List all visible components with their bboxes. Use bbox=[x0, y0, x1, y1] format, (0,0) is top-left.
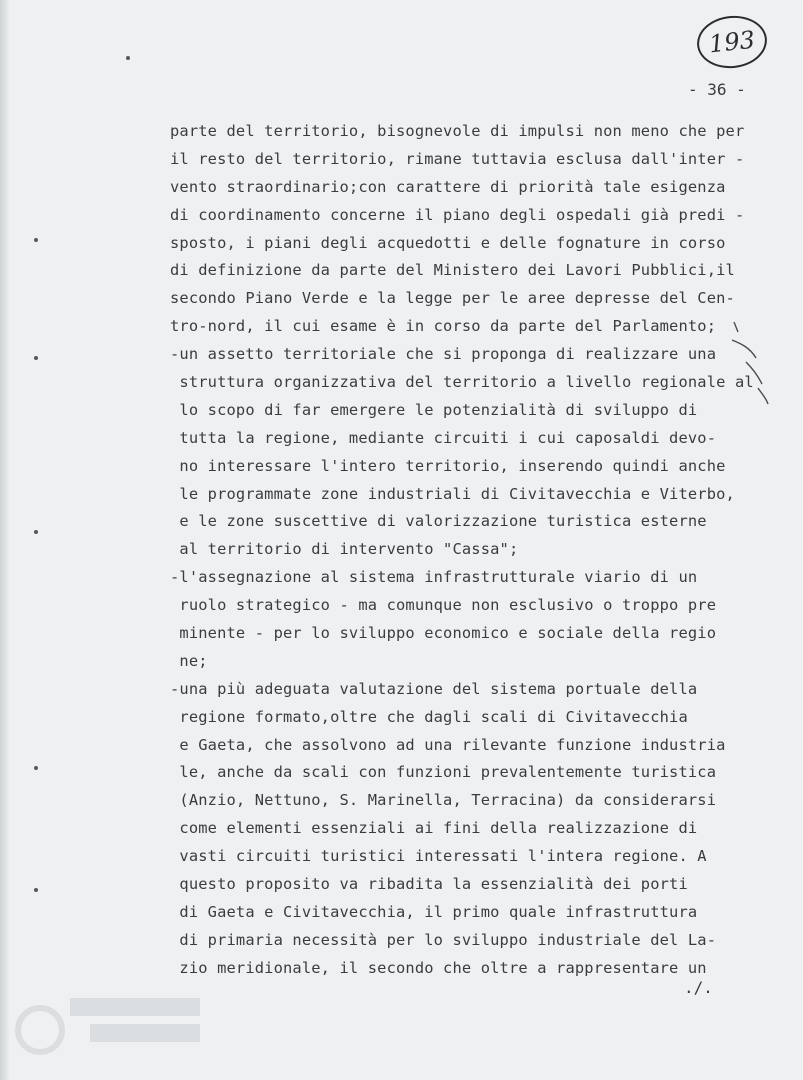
text-line: di definizione da parte del Ministero dei Lavori Pubblici,il bbox=[170, 261, 735, 280]
text-line: e Gaeta, che assolvono ad una rilevante funzione industria bbox=[170, 735, 726, 754]
text-line: -l'assegnazione al sistema infrastrutturale viario di un bbox=[170, 568, 698, 587]
text-line: di primaria necessità per lo sviluppo industriale del La- bbox=[170, 930, 717, 949]
text-line: -una più adeguata valutazione del sistema portuale della bbox=[170, 679, 698, 698]
text-line: al territorio di intervento "Cassa"; bbox=[170, 540, 519, 559]
text-line: (Anzio, Nettuno, S. Marinella, Terracina) da considerarsi bbox=[170, 791, 717, 810]
margin-speck bbox=[34, 238, 38, 242]
text-line: no interessare l'intero territorio, inserendo quindi anche bbox=[170, 456, 726, 475]
text-line: minente - per lo sviluppo economico e sociale della regio bbox=[170, 624, 717, 643]
margin-speck bbox=[34, 766, 38, 770]
text-line: lo scopo di far emergere le potenzialità di sviluppo di bbox=[170, 400, 698, 419]
archive-watermark bbox=[10, 990, 210, 1060]
text-line: -un assetto territoriale che si proponga di realizzare una bbox=[170, 345, 717, 364]
text-line: tro-nord, il cui esame è in corso da parte del Parlamento; bbox=[170, 317, 717, 336]
text-line: sposto, i piani degli acquedotti e delle fognature in corso bbox=[170, 233, 726, 252]
text-line: struttura organizzativa del territorio a livello regionale al bbox=[170, 373, 754, 392]
page-number: - 36 - bbox=[688, 80, 746, 99]
archive-stamp-number: 193 bbox=[707, 25, 757, 59]
text-line: questo proposito va ribadita la essenzialità dei porti bbox=[170, 875, 688, 894]
margin-speck bbox=[126, 56, 130, 60]
text-line: secondo Piano Verde e la legge per le aree depresse del Cen- bbox=[170, 289, 735, 308]
margin-speck bbox=[34, 356, 38, 360]
text-line: di Gaeta e Civitavecchia, il primo quale infrastruttura bbox=[170, 902, 698, 921]
handwritten-margin-mark bbox=[728, 318, 772, 408]
text-line: tutta la regione, mediante circuiti i cui caposaldi devo- bbox=[170, 428, 717, 447]
continuation-mark: ./. bbox=[684, 978, 713, 997]
text-line: regione formato,oltre che dagli scali di Civitavecchia bbox=[170, 707, 688, 726]
text-line: vento straordinario;con carattere di priorità tale esigenza bbox=[170, 177, 726, 196]
text-line: e le zone suscettive di valorizzazione turistica esterne bbox=[170, 512, 707, 531]
text-line: di coordinamento concerne il piano degli ospedali già predi - bbox=[170, 205, 745, 224]
text-line: ruolo strategico - ma comunque non esclusivo o troppo pre bbox=[170, 596, 717, 615]
text-line: le programmate zone industriali di Civitavecchia e Viterbo, bbox=[170, 484, 735, 503]
text-line: le, anche da scali con funzioni prevalentemente turistica bbox=[170, 763, 717, 782]
margin-speck bbox=[34, 530, 38, 534]
text-line: zio meridionale, il secondo che oltre a rappresentare un bbox=[170, 958, 707, 977]
page-edge-shadow bbox=[0, 0, 10, 1080]
text-line: ne; bbox=[170, 651, 208, 670]
typewritten-body bbox=[170, 118, 770, 983]
margin-speck bbox=[34, 888, 38, 892]
text-line: vasti circuiti turistici interessati l'intera regione. A bbox=[170, 847, 707, 866]
archive-stamp bbox=[694, 12, 769, 71]
text-line: parte del territorio, bisognevole di impulsi non meno che per bbox=[170, 122, 745, 140]
text-line: come elementi essenziali ai fini della realizzazione di bbox=[170, 819, 698, 838]
text-line: il resto del territorio, rimane tuttavia esclusa dall'inter - bbox=[170, 149, 745, 168]
